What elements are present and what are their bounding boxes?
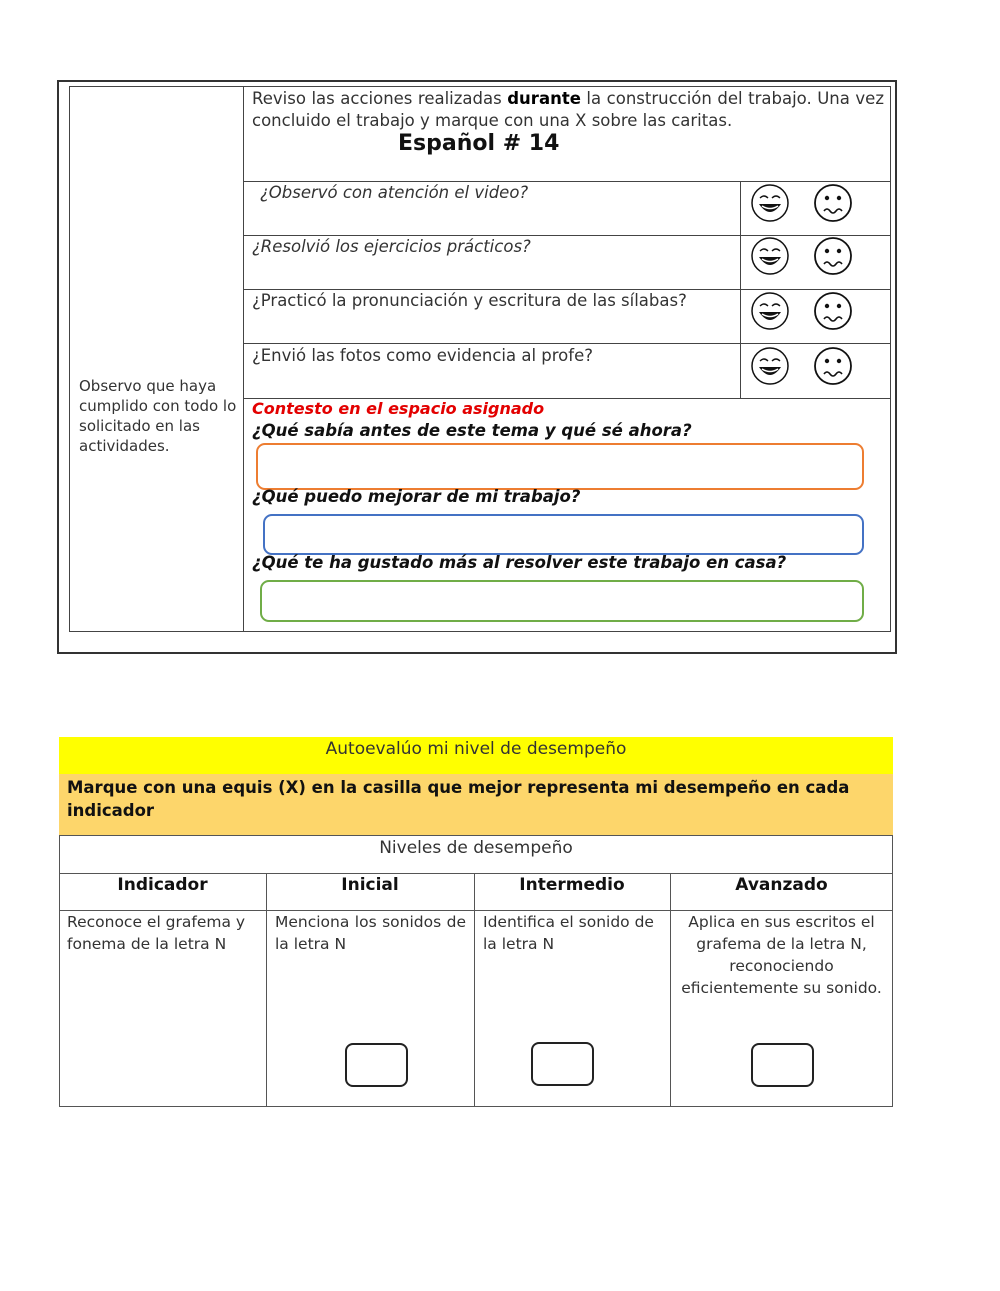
sad-face-icon[interactable]: [813, 346, 853, 386]
rubric-instruction: Marque con una equis (X) en la casilla que mejor representa mi desempeño en cada indicador: [59, 774, 893, 836]
inicial-checkbox[interactable]: [345, 1043, 408, 1087]
question-4: ¿Envió las fotos como evidencia al profe?: [252, 346, 593, 365]
sidebar-cell: [69, 86, 244, 632]
happy-face-icon[interactable]: [750, 291, 790, 331]
indicator-text: Reconoce el grafema y fonema de la letra N: [67, 913, 246, 953]
header-intermedio: Intermedio: [519, 875, 625, 895]
intermedio-checkbox[interactable]: [531, 1042, 594, 1086]
header-inicial: Inicial: [341, 875, 399, 895]
sad-face-icon[interactable]: [813, 291, 853, 331]
reflection-question-2: ¿Qué puedo mejorar de mi trabajo?: [252, 487, 581, 506]
happy-face-icon[interactable]: [750, 236, 790, 276]
levels-heading: Niveles de desempeño: [59, 835, 893, 874]
question-3: ¿Practicó la pronunciación y escritura de las sílabas?: [252, 291, 687, 310]
sidebar-text: Observo que haya cumplido con todo lo solicitado en las actividades.: [79, 377, 237, 455]
happy-face-icon[interactable]: [750, 183, 790, 223]
question-1: ¿Observó con atención el video?: [260, 183, 529, 202]
reflection-question-3: ¿Qué te ha gustado más al resolver este trabajo en casa?: [252, 553, 787, 572]
subject-title: Español # 14: [398, 131, 560, 156]
answer-input-3[interactable]: [260, 580, 864, 622]
question-2: ¿Resolvió los ejercicios prácticos?: [252, 237, 531, 256]
rubric-title: Autoevalúo mi nivel de desempeño: [59, 737, 893, 775]
sad-face-icon[interactable]: [813, 183, 853, 223]
intermedio-text: Identifica el sonido de la letra N: [483, 913, 654, 953]
answer-input-1[interactable]: [256, 443, 864, 490]
sad-face-icon[interactable]: [813, 236, 853, 276]
happy-face-icon[interactable]: [750, 346, 790, 386]
reflection-question-1: ¿Qué sabía antes de este tema y qué sé ahora?: [252, 421, 692, 440]
inicial-text: Menciona los sonidos de la letra N: [275, 913, 466, 953]
header-avanzado: Avanzado: [735, 875, 828, 895]
header-indicador: Indicador: [117, 875, 208, 895]
intro-text: Reviso las acciones realizadas durante la construcción del trabajo. Una vez concluido el trabajo y marque con una X sobre las caritas.: [252, 89, 884, 130]
answer-prompt: Contesto en el espacio asignado: [252, 399, 545, 418]
answer-input-2[interactable]: [263, 514, 864, 555]
avanzado-checkbox[interactable]: [751, 1043, 814, 1087]
avanzado-text: Aplica en sus escritos el grafema de la letra N, reconociendo eficientemente su sonido.: [681, 913, 882, 997]
